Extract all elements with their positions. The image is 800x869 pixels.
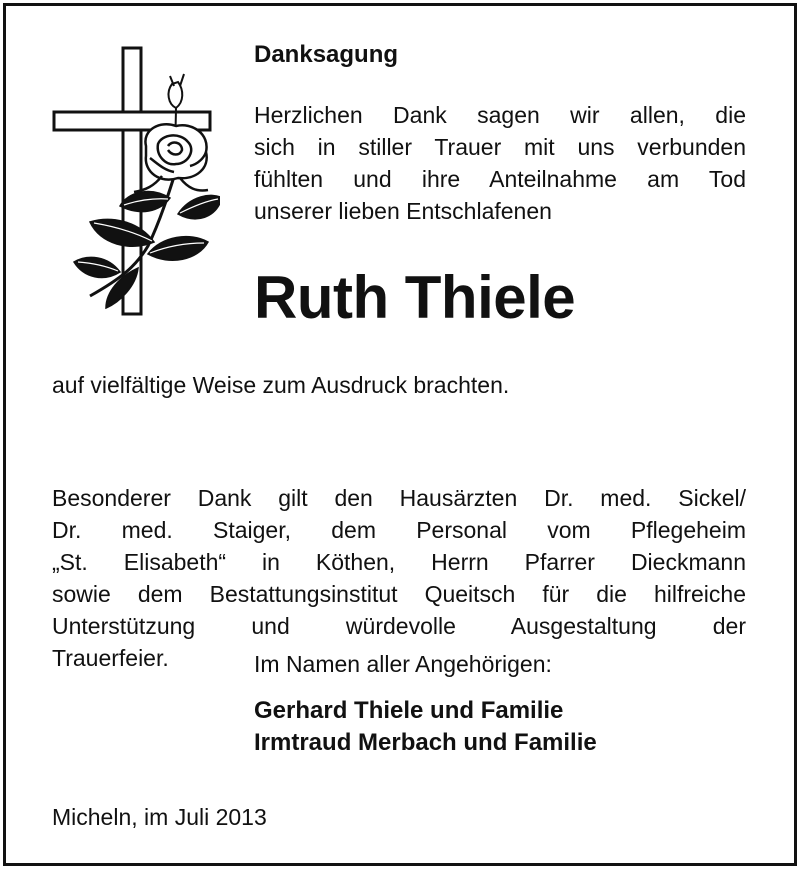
cross-with-rose-icon — [50, 46, 220, 326]
place-date: Micheln, im Juli 2013 — [52, 804, 267, 830]
thanks-line: Trauerfeier. — [52, 645, 169, 671]
signer-name: Irmtraud Merbach und Familie — [254, 729, 597, 756]
signers-block — [254, 695, 597, 759]
thanks-line: Dr. med. Staiger, dem Personal vom Pflegeheim — [52, 517, 746, 543]
notice-heading: Danksagung — [254, 41, 399, 68]
thanks-paragraph — [52, 482, 746, 674]
intro-line: sich in stiller Trauer mit uns verbunden — [254, 134, 746, 160]
thanks-line: sowie dem Bestattungsinstitut Queitsch für die hilfreiche — [52, 581, 746, 607]
deceased-name: Ruth Thiele — [254, 264, 576, 331]
on-behalf-line: Im Namen aller Angehörigen: — [254, 651, 552, 677]
intro-line: fühlten und ihre Anteilnahme am Tod — [254, 166, 746, 192]
thanks-line: Unterstützung und würdevolle Ausgestaltung der — [52, 613, 746, 639]
intro-line: Herzlichen Dank sagen wir allen, die — [254, 102, 746, 128]
thanks-line: „St. Elisabeth“ in Köthen, Herrn Pfarrer Dieckmann — [52, 549, 746, 575]
thanks-line: Besonderer Dank gilt den Hausärzten Dr. med. Sickel/ — [52, 485, 746, 511]
signer-name: Gerhard Thiele und Familie — [254, 697, 564, 724]
expression-line: auf vielfältige Weise zum Ausdruck brachten. — [52, 372, 510, 398]
intro-paragraph — [254, 99, 746, 227]
intro-line: unserer lieben Entschlafenen — [254, 198, 552, 224]
